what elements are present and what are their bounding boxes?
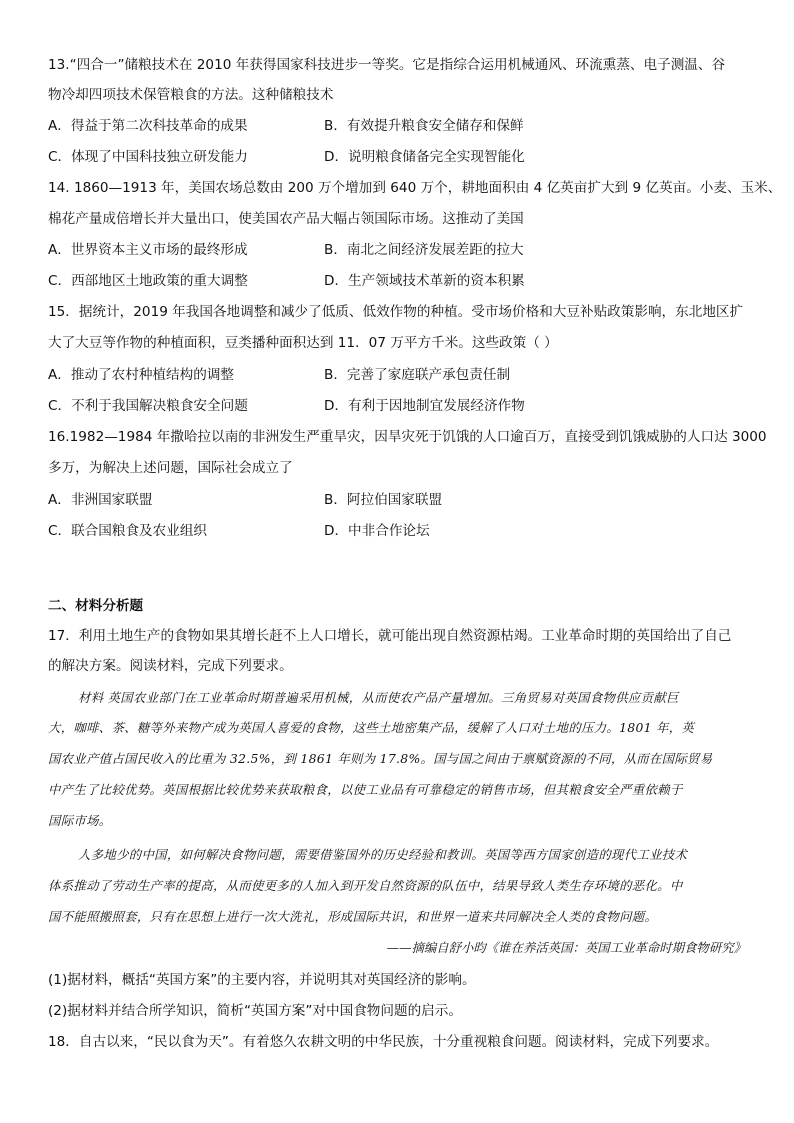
material-line3: 国农业产值占国民收入的比重为 32.5%，到 1861 年则为 17.8%。国与国之间由于禀赋资源的不同，从而在国际贸易: [48, 751, 713, 766]
q13-option-b: B．有效提升粮食安全储存和保鲜: [324, 118, 524, 134]
material-line1: 材料 英国农业部门在工业革命时期普遍采用机械，从而使农产品产量增加。三角贸易对英国食物供应贡献巨: [78, 690, 679, 705]
q13-option-c: C．体现了中国科技独立研发能力: [48, 149, 248, 165]
q17-subquestion-2: (2)据材料并结合所学知识，简析“英国方案”对中国食物问题的启示。: [48, 1003, 462, 1019]
q17-stem-line1: 17．利用土地生产的食物如果其增长赶不上人口增长，就可能出现自然资源枯竭。工业革命时期的英国给出了自己: [48, 628, 732, 644]
q13-stem-line2: 物冷却四项技术保管粮食的方法。这种储粮技术: [48, 87, 334, 103]
q15-option-b: B．完善了家庭联产承包责任制: [324, 367, 511, 383]
q14-stem-line1: 14. 1860—1913 年，美国农场总数由 200 万个增加到 640 万个，耕地面积由 4 亿英亩扩大到 9 亿英亩。小麦、玉米、: [48, 180, 782, 196]
q16-options-row1: [48, 490, 748, 510]
q14-option-b: B．南北之间经济发展差距的拉大: [324, 242, 524, 258]
q16-option-c: C．联合国粮食及农业组织: [48, 523, 208, 539]
q14-option-d: D．生产领域技术革新的资本积累: [324, 273, 525, 289]
material-line7: 体系推动了劳动生产率的提高，从而使更多的人加入到开发自然资源的队伍中，结果导致人类生存环境的恶化。中: [48, 878, 683, 893]
q15-option-a: A．推动了农村种植结构的调整: [48, 367, 235, 383]
q16-stem-line1: 16.1982—1984 年撒哈拉以南的非洲发生严重旱灾，因旱灾死于饥饿的人口逾百万，直接受到饥饿威胁的人口达 3000: [48, 429, 767, 445]
material-source: ——摘编自舒小昀《谁在养活英国：英国工业革命时期食物研究》: [386, 940, 746, 955]
q13-option-d: D．说明粮食储备完全实现智能化: [324, 149, 525, 165]
material-line5: 国际市场。: [48, 813, 112, 828]
q17-subquestion-1: (1)据材料，概括“英国方案”的主要内容，并说明其对英国经济的影响。: [48, 972, 476, 988]
q13-options-row1: [48, 116, 748, 136]
q15-options-row1: [48, 365, 748, 385]
q13-option-a: A．得益于第二次科技革命的成果: [48, 118, 248, 134]
q16-stem-line2: 多万，为解决上述问题，国际社会成立了: [48, 460, 293, 476]
q16-option-a: A．非洲国家联盟: [48, 492, 153, 508]
q15-stem-line1: 15．据统计，2019 年我国各地调整和减少了低质、低效作物的种植。受市场价格和大豆补贴政策影响，东北地区扩: [48, 304, 744, 320]
q15-stem-line2: 大了大豆等作物的种植面积，豆类播种面积达到 11．07 万平方千米。这些政策（ ）: [48, 335, 558, 351]
material-line8: 国不能照搬照套，只有在思想上进行一次大洗礼，形成国际共识，和世界一道来共同解决全人类的食物问题。: [48, 909, 658, 924]
q14-option-a: A．世界资本主义市场的最终形成: [48, 242, 248, 258]
q15-option-c: C．不利于我国解决粮食安全问题: [48, 398, 248, 414]
material-line2: 大，咖啡、茶、糖等外来物产成为英国人喜爱的食物，这些土地密集产品，缓解了人口对土地的压力。1801 年，英: [48, 720, 695, 735]
q15-options-row2: [48, 396, 748, 416]
q13-options-row2: [48, 147, 748, 167]
section-heading: 二、材料分析题: [48, 598, 144, 614]
q13-stem-line1: 13.“四合一”储粮技术在 2010 年获得国家科技进步一等奖。它是指综合运用机械通风、环流熏蒸、电子测温、谷: [48, 57, 726, 73]
q17-stem-line2: 的解决方案。阅读材料，完成下列要求。: [48, 658, 293, 674]
q14-options-row2: [48, 271, 748, 291]
q14-options-row1: [48, 240, 748, 260]
q16-option-b: B．阿拉伯国家联盟: [324, 492, 443, 508]
q14-stem-line2: 棉花产量成倍增长并大量出口，使美国农产品大幅占领国际市场。这推动了美国: [48, 211, 524, 227]
q18-stem-line1: 18．自古以来，“民以食为天”。有着悠久农耕文明的中华民族，十分重视粮食问题。阅读材料，完成下列要求。: [48, 1034, 719, 1050]
q16-options-row2: [48, 521, 748, 541]
material-line6: 人多地少的中国，如何解决食物问题，需要借鉴国外的历史经验和教训。英国等西方国家创造的现代工业技术: [78, 847, 688, 862]
q14-option-c: C．西部地区土地政策的重大调整: [48, 273, 248, 289]
q15-option-d: D．有利于因地制宜发展经济作物: [324, 398, 525, 414]
material-line4: 中产生了比较优势。英国根据比较优势来获取粮食，以使工业品有可靠稳定的销售市场，但其粮食安全严重依赖于: [48, 782, 683, 797]
q16-option-d: D．中非合作论坛: [324, 523, 430, 539]
